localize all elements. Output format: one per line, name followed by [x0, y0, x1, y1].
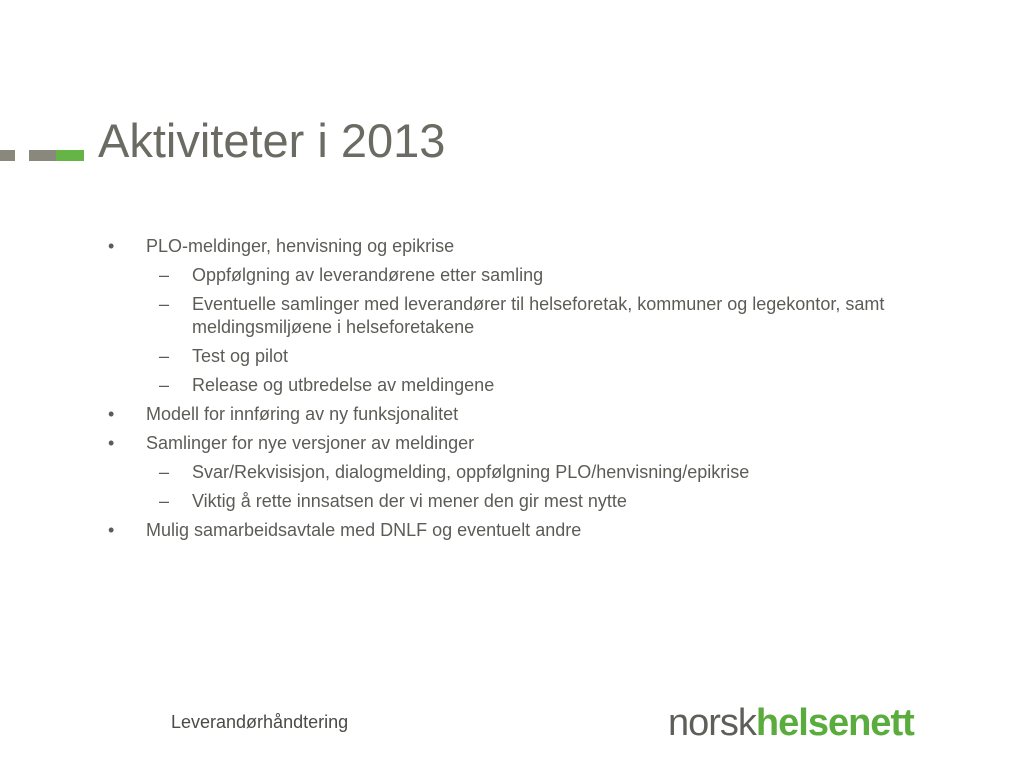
bullet-item [108, 403, 928, 426]
bullet-text: PLO-meldinger, henvisning og epikrise [146, 236, 455, 256]
logo-text-helsenett: helsenett [755, 702, 914, 744]
slide-title: Aktiviteter i 2013 [98, 114, 446, 167]
sub-bullet-list [146, 264, 928, 397]
bullet-item [108, 519, 928, 542]
decorative-bar-gray [29, 150, 56, 161]
decorative-bar-green [56, 150, 84, 161]
sub-bullet-item: – Release og utbredelse av meldingene [146, 374, 928, 397]
sub-bullet-item: – Viktig å rette innsatsen der vi mener den gir mest nytte [146, 490, 928, 513]
decorative-bar-left [0, 150, 15, 161]
bullet-text: Modell for innføring av ny funksjonalitet [146, 404, 459, 424]
logo-text-norsk: norsk [668, 702, 756, 744]
bullet-item [108, 235, 928, 397]
norsk-helsenett-logo [668, 699, 914, 747]
sub-bullet-item: – Oppfølgning av leverandørene etter samling [146, 264, 928, 287]
bullet-text: Mulig samarbeidsavtale med DNLF og eventuelt andre [146, 520, 582, 540]
sub-bullet-list [146, 461, 928, 513]
footer-text: Leverandørhåndtering [171, 712, 349, 732]
bullet-item [108, 432, 928, 513]
bullet-text: Samlinger for nye versjoner av meldinger [146, 433, 475, 453]
sub-bullet-item: – Test og pilot [146, 345, 928, 368]
sub-bullet-item: – Eventuelle samlinger med leverandører til helseforetak, kommuner og legekontor, samt meldingsmiljøene i helseforetakene [146, 293, 928, 339]
bullet-list [108, 235, 928, 548]
sub-bullet-item: – Svar/Rekvisisjon, dialogmelding, oppfølgning PLO/henvisning/epikrise [146, 461, 928, 484]
